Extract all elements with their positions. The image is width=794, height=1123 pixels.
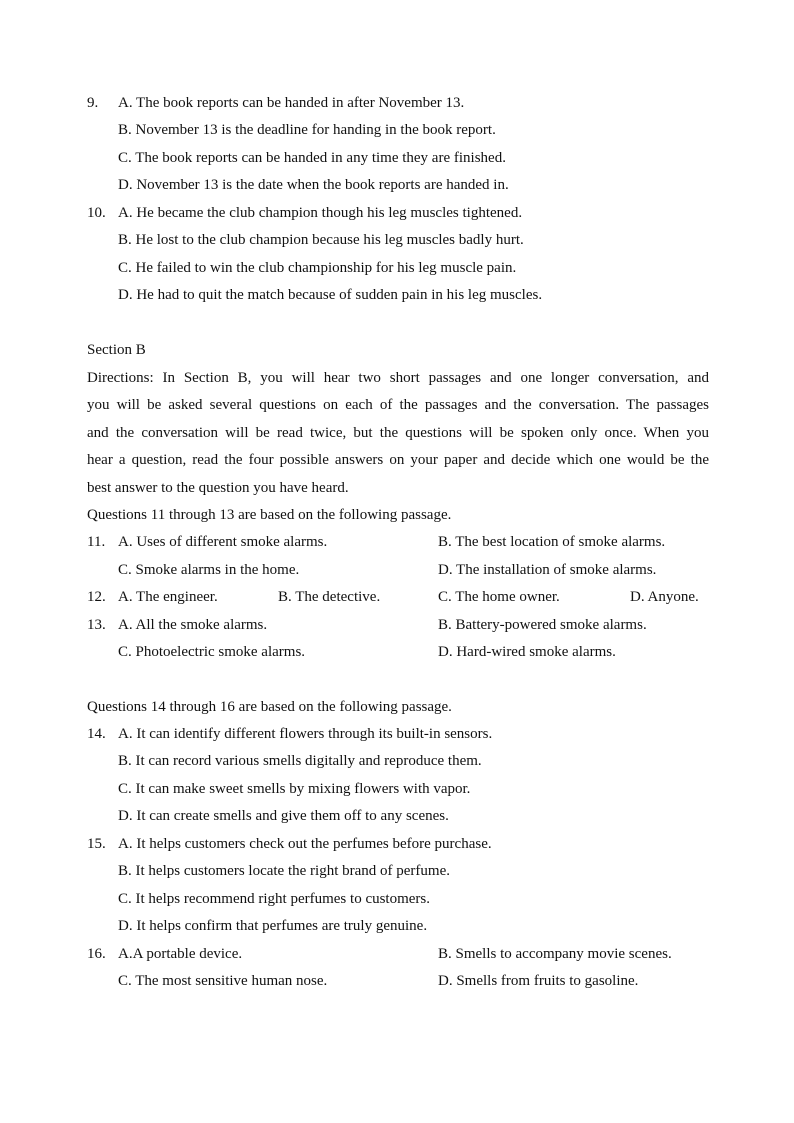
option-a: A. Uses of different smoke alarms. xyxy=(118,534,328,550)
option-c: C. The book reports can be handed in any time they are finished. xyxy=(118,150,506,166)
option-d: D. November 13 is the date when the book reports are handed in. xyxy=(118,177,509,193)
question-number: 9. xyxy=(87,95,99,111)
option-c: C. Smoke alarms in the home. xyxy=(118,562,300,578)
option-d: D. Anyone. xyxy=(630,589,699,605)
option-b: B. Battery-powered smoke alarms. xyxy=(438,617,647,633)
option-c: C. He failed to win the club championship for his leg muscle pain. xyxy=(118,260,517,276)
option-c: C. It helps recommend right perfumes to customers. xyxy=(118,891,431,907)
option-c: C. The most sensitive human nose. xyxy=(118,973,328,989)
question-number: 14. xyxy=(87,726,106,742)
directions-line: Directions: In Section B, you will hear two short passages and one longer conversation, and xyxy=(87,370,709,386)
directions-line: best answer to the question you have heard. xyxy=(87,480,349,496)
question-number: 11. xyxy=(87,534,106,550)
option-b: B. The detective. xyxy=(278,589,381,605)
option-d: D. Smells from fruits to gasoline. xyxy=(438,973,639,989)
option-a: A. It can identify different flowers through its built-in sensors. xyxy=(118,726,493,742)
option-a: A. It helps customers check out the perfumes before purchase. xyxy=(118,836,492,852)
option-b: B. November 13 is the deadline for handing in the book report. xyxy=(118,122,496,138)
section-title: Section B xyxy=(87,342,146,358)
option-b: B. It helps customers locate the right brand of perfume. xyxy=(118,863,450,879)
option-d: D. It can create smells and give them off to any scenes. xyxy=(118,808,449,824)
option-c: C. Photoelectric smoke alarms. xyxy=(118,644,306,660)
passage-intro: Questions 14 through 16 are based on the following passage. xyxy=(87,699,452,715)
option-d: D. It helps confirm that perfumes are truly genuine. xyxy=(118,918,428,934)
directions-line: and the conversation will be read twice, but the questions will be spoken only once. When you xyxy=(87,425,709,441)
option-b: B. Smells to accompany movie scenes. xyxy=(438,946,672,962)
option-d: D. The installation of smoke alarms. xyxy=(438,562,657,578)
option-c: C. The home owner. xyxy=(438,589,560,605)
option-a: A. The engineer. xyxy=(118,589,218,605)
question-number: 13. xyxy=(87,617,106,633)
passage-intro: Questions 11 through 13 are based on the following passage. xyxy=(87,507,452,523)
option-a: A. He became the club champion though his leg muscles tightened. xyxy=(118,205,523,221)
option-a: A.A portable device. xyxy=(118,946,243,962)
option-c: C. It can make sweet smells by mixing flowers with vapor. xyxy=(118,781,471,797)
option-d: D. Hard-wired smoke alarms. xyxy=(438,644,616,660)
question-number: 15. xyxy=(87,836,106,852)
option-b: B. He lost to the club champion because his leg muscles badly hurt. xyxy=(118,232,524,248)
option-d: D. He had to quit the match because of sudden pain in his leg muscles. xyxy=(118,287,543,303)
question-number: 10. xyxy=(87,205,106,221)
question-number: 12. xyxy=(87,589,106,605)
option-a: A. The book reports can be handed in after November 13. xyxy=(118,95,465,111)
directions-line: hear a question, read the four possible answers on your paper and decide which one would be the xyxy=(87,452,709,468)
question-number: 16. xyxy=(87,946,106,962)
option-a: A. All the smoke alarms. xyxy=(118,617,268,633)
option-b: B. The best location of smoke alarms. xyxy=(438,534,666,550)
option-b: B. It can record various smells digitally and reproduce them. xyxy=(118,753,482,769)
directions-line: you will be asked several questions on each of the passages and the conversation. The passages xyxy=(87,397,709,413)
